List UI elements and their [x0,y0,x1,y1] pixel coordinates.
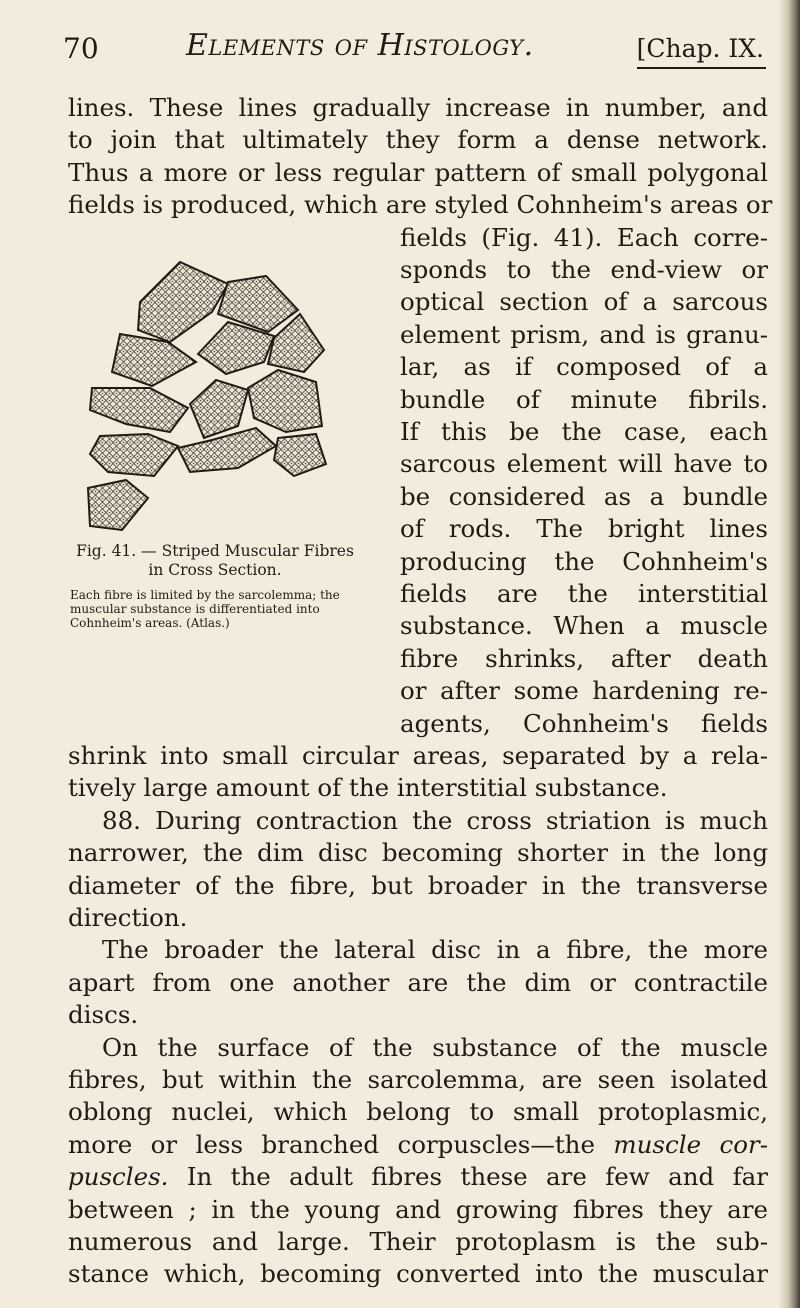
text-line: oblong nuclei, which belong to small protoplasmic, [68,1097,768,1127]
text-line: Thus a more or less regular pattern of small polygonal [68,157,768,187]
text-line: On the surface of the substance of the muscle [102,1032,768,1062]
text-line: substance. When a muscle [400,611,768,641]
text-line: lar, as if composed of a [400,352,768,382]
text-line: sarcous element will have to [400,449,768,479]
muscle-fibre-illustration [78,250,338,550]
text-line: to join that ultimately they form a dense network. [68,125,768,155]
text-line: shrink into small circular areas, separated by a rela- [68,741,768,770]
text-run: more or less branched corpuscles—the [68,1129,614,1159]
text-line: direction. [68,903,188,932]
book-page [63,0,773,1308]
text-line: diameter of the fibre, but broader in the transverse [68,870,768,900]
text-line: or after some hardening re- [400,676,768,706]
running-header [63,26,768,70]
text-line: lines. These lines gradually increase in number, and [68,93,768,122]
italic-term: muscle cor- [613,1129,768,1159]
text-line: fibre shrinks, after death [400,643,768,673]
text-line: bundle of minute fibrils. [400,384,768,414]
text-line [68,1161,768,1193]
text-line: fields are the interstitial [400,579,768,608]
text-line: sponds to the end-view or [400,255,768,284]
chapter-label: [Chap. IX. [636,34,764,63]
text-line: tively large amount of the interstitial substance. [68,773,668,803]
text-line: be considered as a bundle [400,481,768,511]
text-line: between ; in the young and growing fibres they are [68,1194,768,1224]
page-number: 70 [63,32,99,65]
figure-caption: Fig. 41. — Striped Muscular Fibres in Cross Section. [76,542,354,579]
text-line: fibres, but within the sarcolemma, are seen isolated [68,1065,768,1094]
figure-caption-detail: Each fibre is limited by the sarcolemma; the muscular substance is differentiated into Cohnheim's areas. (Atlas.) [70,588,340,630]
text-line: If this be the case, each [400,417,768,446]
cross-section-drawing [78,250,338,550]
text-line: of rods. The bright lines [400,514,768,544]
text-line: numerous and large. Their protoplasm is the sub- [68,1227,768,1256]
text-line: narrower, the dim disc becoming shorter in the long [68,838,768,868]
text-line: stance which, becoming converted into the muscular [68,1259,768,1289]
text-line: apart from one another are the dim or contractile [68,967,768,997]
running-title: Elements of Histology. [186,28,534,63]
text-line: agents, Cohnheim's fields [400,708,768,738]
text-line: optical section of a sarcous [400,287,768,317]
text-line: The broader the lateral disc in a fibre, the more [102,935,768,965]
text-line [68,1129,768,1161]
text-line: 88. During contraction the cross striation is much [102,805,768,835]
text-line: element prism, and is granu- [400,319,768,349]
text-line: fields is produced, which are styled Cohnheim's areas or [68,190,773,220]
page-edge-shadow [778,0,800,1308]
text-run: In the adult fibres these are few and far [168,1162,768,1192]
text-line: fields (Fig. 41). Each corre- [400,222,768,252]
text-line: discs. [68,1000,139,1030]
text-line: producing the Cohnheim's [400,546,768,576]
italic-term: puscles. [68,1162,169,1192]
